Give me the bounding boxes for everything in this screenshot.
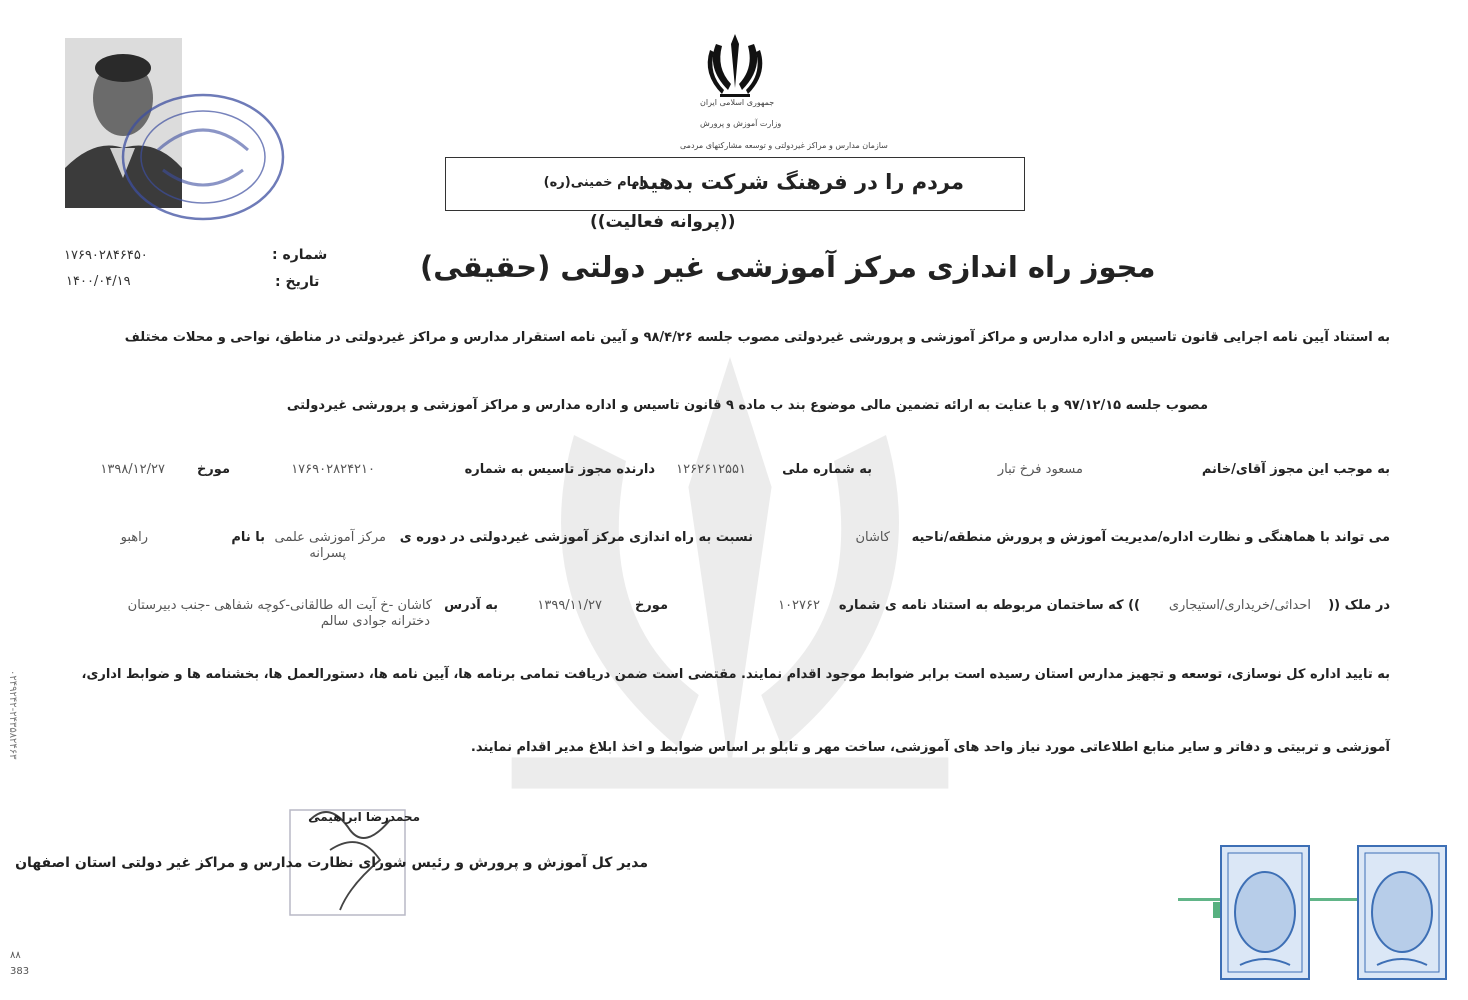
side-code: ۰۲۴۹۲۴۲-۲۴۳۵۸۲۴۶۳ [7,670,18,760]
license-date-label: مورخ [196,462,230,477]
launch-label: نسبت به راه اندازی مرکز آموزشی غیردولتی در دوره ی [399,530,753,545]
letter-date-value: ۱۳۹۹/۱۱/۲۷ [537,598,602,613]
letter-date-label: مورخ [634,598,668,613]
signatory-role: مدیر کل آموزش و پرورش و رئیس شورای نظارت مدارس و مراکز غیر دولتی استان اصفهان [15,855,648,871]
national-id-label: به شماره ملی [782,462,872,477]
page-title: مجوز راه اندازی مرکز آموزشی غیر دولتی (حقیقی) [420,250,1156,284]
revenue-stamp-right [1357,845,1447,980]
license-label: دارنده مجوز تاسیس به شماره [464,462,655,477]
side-number-top: ۸۸ [10,950,21,961]
header-ministry: وزارت آموزش و پرورش [700,119,782,128]
address-label: به آدرس [444,598,498,613]
national-id-value: ۱۲۶۲۶۱۲۵۵۱ [676,462,746,477]
side-number-bottom: 383 [10,966,30,977]
signatory-name: محمدرضا ابراهیمی [308,810,420,824]
date-label: تاریخ : [275,274,320,290]
holder-name: مسعود فرخ تبار [997,462,1083,477]
revenue-stamp-left [1220,845,1310,980]
header-organization: سازمان مدارس و مراکز غیردولتی و توسعه مشارکتهای مردمی [680,141,888,150]
number-value: ۱۷۶۹۰۲۸۴۶۴۵۰ [64,248,148,263]
address-value-2: دخترانه جوادی سالم [320,614,430,629]
body-line-7: آموزشی و تربیتی و دفاتر و سایر منابع اطلاعاتی مورد نیاز واحد های آموزشی، ساخت مهر و تابلو بر اساس ضوابط و اخذ ابلاغ مدیر اقدام نمایند. [470,740,1390,755]
quote-box [445,157,1025,211]
quote-text: مردم را در فرهنگ شرکت بدهید. [630,170,964,194]
official-round-stamp [118,90,288,225]
region-value: کاشان [855,530,890,545]
number-label: شماره : [272,247,328,263]
holder-label: به موجب این مجوز آقای/خانم [1201,462,1390,477]
center-name-value: راهبو [120,530,148,545]
body-line-1: به استناد آیین نامه اجرایی قانون تاسیس و اداره مدارس و مراکز آموزشی و پرورشی غیردولتی مصوب جلسه ۹۸/۴/۲۶ و آیین نامه استقرار مدارس و مراکز غیردولتی در مناطق، نواحی و محلات مختلف [124,330,1390,345]
license-value: ۱۷۶۹۰۲۸۲۴۲۱۰ [291,462,375,477]
body-line-2: مصوب جلسه ۹۷/۱۲/۱۵ و با عنایت به ارائه تضمین مالی موضوع بند ب ماده ۹ قانون تاسیس و اداره مدارس و مراکز آموزشی و پرورشی غیردولتی [286,398,1208,413]
body-line-6: به تایید اداره کل نوسازی، توسعه و تجهیز مدارس استان رسیده است برابر ضوابط موجود اقدام نمایند. مقتضی است ضمن دریافت تمامی برنامه ها، آیین نامه ها، دستورالعمل ها، بخشنامه ها و ضوابط اداری، [81,667,1390,682]
center-name-label: با نام [231,530,265,545]
license-date-value: ۱۳۹۸/۱۲/۲۷ [100,462,165,477]
iran-emblem-icon [700,30,770,100]
property-type-value: احداثی/خریداری/استیجاری [1168,598,1311,613]
period-value-1: مرکز آموزشی علمی [274,530,386,545]
building-label: )) که ساختمان مربوطه به استناد نامه ی شماره [838,598,1140,613]
period-value-2: پسرانه [309,546,346,561]
letter-number-value: ۱۰۲۷۶۲ [778,598,820,613]
permit-label: ((پروانه فعالیت)) [590,212,736,232]
property-label: در ملک (( [1328,598,1390,613]
header-country: جمهوری اسلامی ایران [700,98,775,107]
coordination-label: می تواند با هماهنگی و نظارت اداره/مدیریت آموزش و پرورش منطقه/ناحیه [911,530,1390,545]
date-value: ۱۴۰۰/۰۴/۱۹ [66,274,131,289]
address-value-1: کاشان -خ آیت اله طالقانی-کوچه شفاهی -جنب دبیرستان [127,598,432,613]
quote-author: امام خمینی(ره) [543,175,644,190]
side-margin-text [4,650,34,980]
